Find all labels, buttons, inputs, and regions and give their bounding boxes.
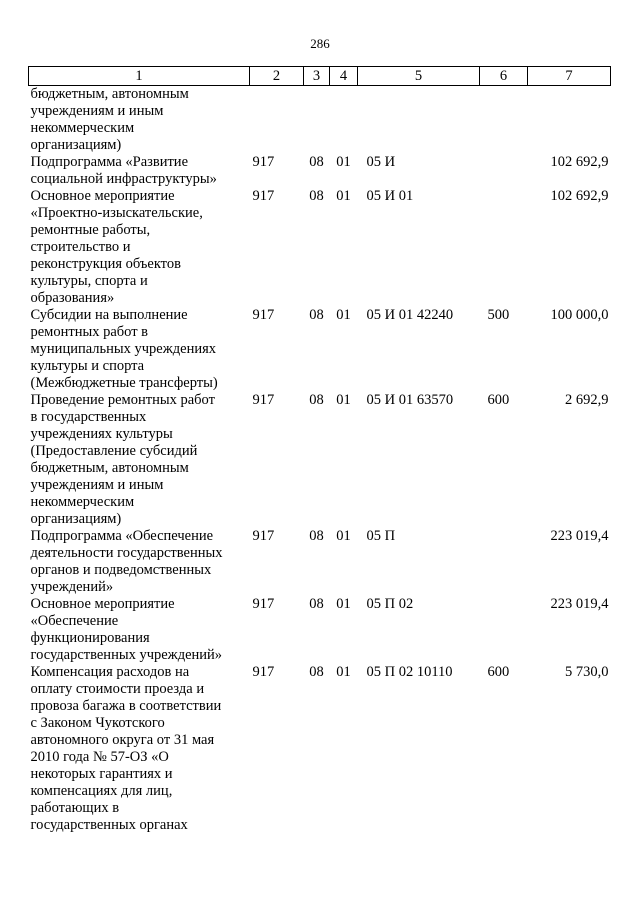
row-description: Подпрограмма «Развитие социальной инфраструктуры» (30, 154, 217, 187)
target-article-code: 05 П 02 (366, 596, 414, 612)
col-header-6: 6 (480, 67, 528, 86)
target-article-code: 05 П (366, 528, 396, 544)
amount: 223 019,4 (550, 528, 609, 544)
row-description: Компенсация расходов на оплату стоимости проезда и провоза багажа в соответствии с Законом Чукотского автономного округа от 31 мая 2010 года № 57-ОЗ «О некоторых гарантиях и компенсациях для лиц, работающих в государственных органах (30, 664, 222, 833)
header-row (29, 67, 611, 86)
subsection-code: 01 (336, 188, 351, 204)
ministry-code: 917 (252, 154, 275, 170)
expense-type-code: 500 (487, 307, 510, 323)
budget-table (28, 66, 611, 834)
subsection-code (330, 86, 358, 155)
col-header-5: 5 (358, 67, 480, 86)
ministry-code: 917 (252, 392, 275, 408)
amount: 102 692,9 (550, 154, 609, 170)
subsection-code: 01 (336, 528, 351, 544)
section-code: 08 (309, 392, 324, 408)
target-article-code (358, 86, 480, 155)
expense-type-code (480, 596, 528, 664)
table-row (29, 307, 611, 392)
expense-type-code (480, 528, 528, 596)
subsection-code: 01 (336, 596, 351, 612)
ministry-code: 917 (252, 528, 275, 544)
expense-type-code (480, 86, 528, 155)
amount: 5 730,0 (565, 664, 609, 680)
subsection-code: 01 (336, 392, 351, 408)
section-code: 08 (309, 307, 324, 323)
section-code: 08 (309, 664, 324, 680)
row-description: Подпрограмма «Обеспечение деятельности государственных органов и подведомственных учреждений» (30, 528, 223, 595)
subsection-code: 01 (336, 307, 351, 323)
target-article-code: 05 И 01 63570 (366, 392, 454, 408)
section-code (304, 86, 330, 155)
col-header-7: 7 (528, 67, 611, 86)
target-article-code: 05 П 02 10110 (366, 664, 453, 680)
row-description: Основное мероприятие «Обеспечение функционирования государственных учреждений» (30, 596, 223, 663)
ministry-code (250, 86, 304, 155)
section-code: 08 (309, 528, 324, 544)
page-number: 286 (310, 36, 330, 51)
section-code: 08 (309, 154, 324, 170)
ministry-code: 917 (252, 188, 275, 204)
row-description: Субсидии на выполнение ремонтных работ в муниципальных учреждениях культуры и спорта (Межбюджетные трансферты) (30, 307, 218, 391)
amount: 223 019,4 (550, 596, 609, 612)
table-row (29, 664, 611, 834)
amount (528, 86, 611, 155)
table-row (29, 596, 611, 664)
expense-type-code: 600 (487, 664, 510, 680)
target-article-code: 05 И 01 (366, 188, 414, 204)
amount: 2 692,9 (565, 392, 609, 408)
target-article-code: 05 И (366, 154, 396, 170)
ministry-code: 917 (252, 664, 275, 680)
ministry-code: 917 (252, 596, 275, 612)
col-header-1: 1 (29, 67, 250, 86)
table-row (29, 154, 611, 188)
expense-type-code (480, 154, 528, 188)
expense-type-code: 600 (487, 392, 510, 408)
table-row (29, 86, 611, 155)
col-header-3: 3 (304, 67, 330, 86)
table-row (29, 188, 611, 307)
section-code: 08 (309, 596, 324, 612)
expense-type-code (480, 188, 528, 307)
subsection-code: 01 (336, 154, 351, 170)
amount: 102 692,9 (550, 188, 609, 204)
section-code: 08 (309, 188, 324, 204)
row-description: бюджетным, автономным учреждениям и иным некоммерческим организациям) (30, 86, 189, 153)
ministry-code: 917 (252, 307, 275, 323)
subsection-code: 01 (336, 664, 351, 680)
col-header-4: 4 (330, 67, 358, 86)
target-article-code: 05 И 01 42240 (366, 307, 454, 323)
row-description: Основное мероприятие «Проектно-изыскательские, ремонтные работы, строительство и реконструкция объектов культуры, спорта и образования» (30, 188, 203, 306)
row-description: Проведение ремонтных работ в государственных учреждениях культуры (Предоставление субсидий бюджетным, автономным учреждениям и иным некоммерческим организациям) (30, 392, 215, 527)
table-row (29, 392, 611, 528)
amount: 100 000,0 (550, 307, 609, 323)
table-row (29, 528, 611, 596)
col-header-2: 2 (250, 67, 304, 86)
